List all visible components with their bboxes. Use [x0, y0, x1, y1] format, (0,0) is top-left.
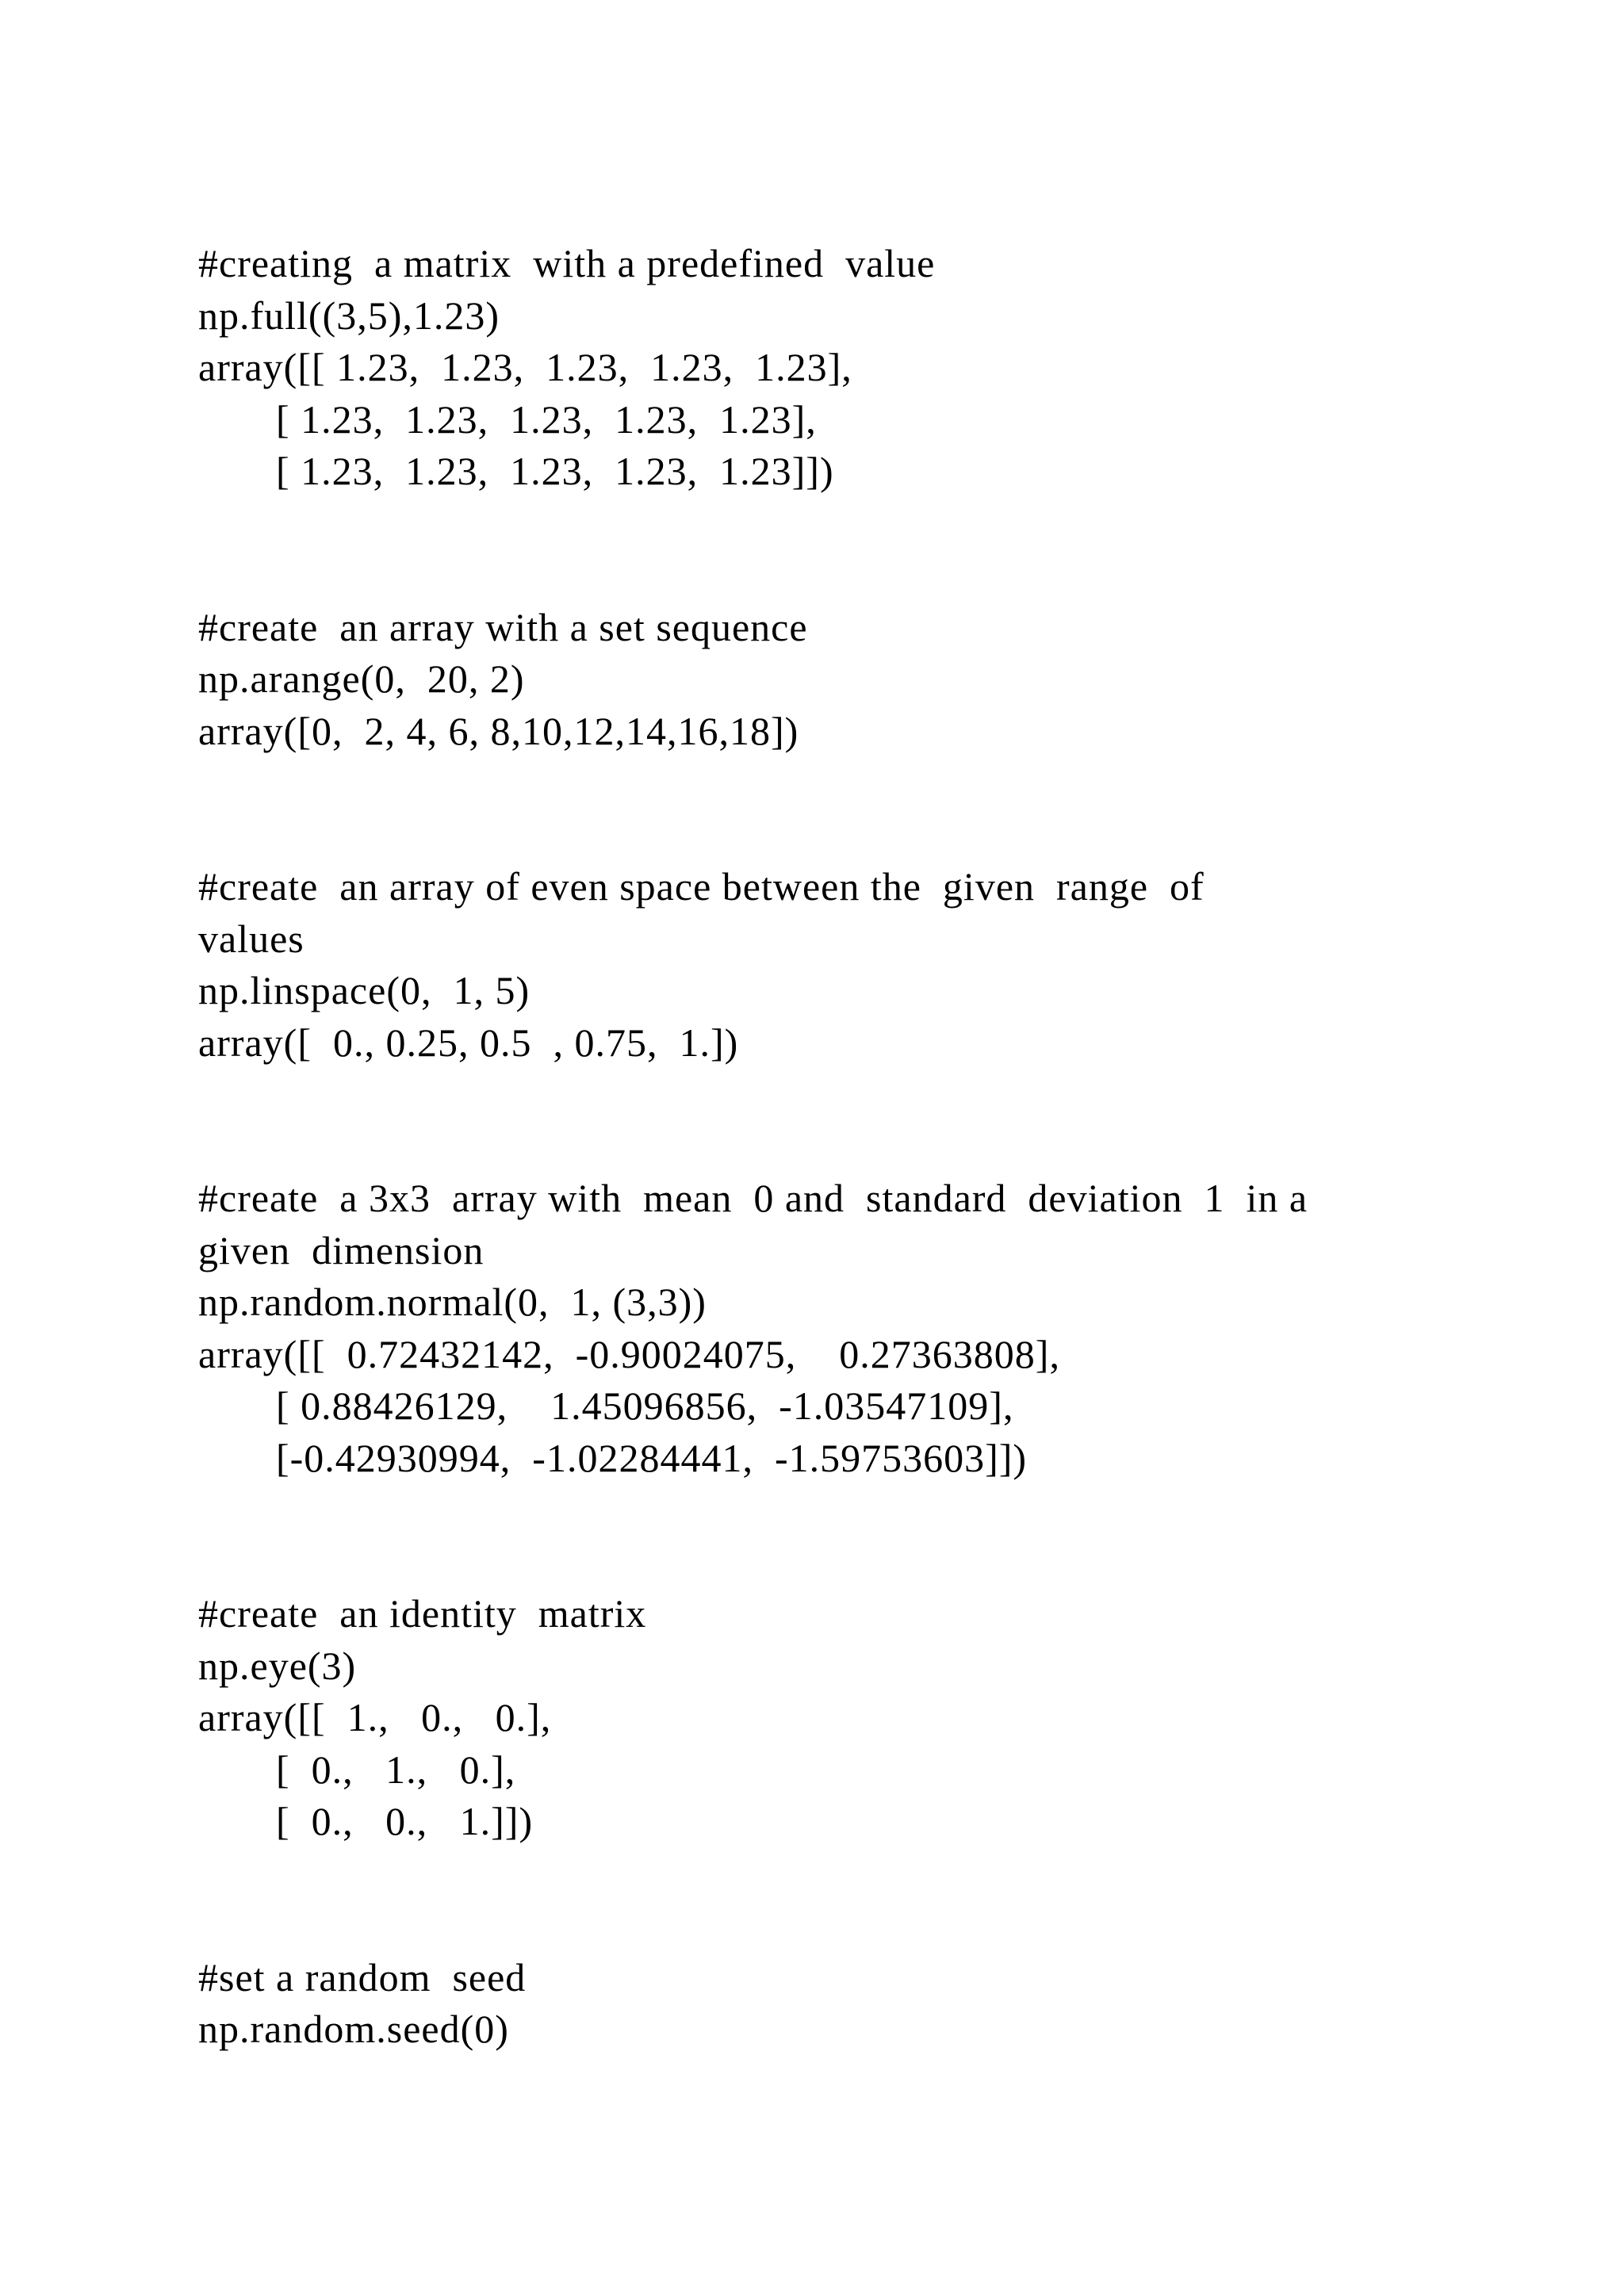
code-line: np.linspace(0, 1, 5)	[198, 968, 530, 1012]
comment-line: #create an array with a set sequence	[198, 604, 808, 649]
comment-line: #create an array of even space between the given range of	[198, 864, 1205, 909]
code-line: np.full((3,5),1.23)	[198, 293, 500, 338]
output-line: [ 0., 1., 0.],	[276, 1747, 516, 1792]
code-block-random-normal	[198, 1173, 1562, 1484]
comment-line: given dimension	[198, 1227, 485, 1272]
code-block-linspace	[198, 861, 1562, 1069]
code-block-seed	[198, 1952, 1562, 2056]
output-line: [-0.42930994, -1.02284441, -1.59753603]])	[276, 1435, 1028, 1480]
code-block-eye	[198, 1588, 1562, 1848]
code-listing	[198, 238, 1562, 2056]
output-line: array([[ 1., 0., 0.],	[198, 1695, 552, 1739]
code-line: np.random.normal(0, 1, (3,3))	[198, 1280, 707, 1324]
comment-line: #create an identity matrix	[198, 1591, 647, 1636]
output-line: [ 1.23, 1.23, 1.23, 1.23, 1.23]])	[276, 449, 834, 493]
code-block-arange	[198, 602, 1562, 758]
code-block-full	[198, 238, 1562, 498]
comment-line: values	[198, 916, 304, 961]
output-line: [ 1.23, 1.23, 1.23, 1.23, 1.23],	[276, 396, 817, 442]
comment-line: #set a random seed	[198, 1954, 527, 1999]
comment-line: #creating a matrix with a predefined value	[198, 241, 936, 285]
comment-line: #create a 3x3 array with mean 0 and standard deviation 1 in a	[198, 1176, 1308, 1220]
code-line: np.eye(3)	[198, 1643, 357, 1688]
code-line: np.arange(0, 20, 2)	[198, 656, 525, 701]
output-line: array([[ 0.72432142, -0.90024075, 0.27363808],	[198, 1331, 1060, 1376]
code-line: np.random.seed(0)	[198, 2007, 509, 2051]
output-line: array([[ 1.23, 1.23, 1.23, 1.23, 1.23],	[198, 345, 852, 389]
output-line: array([ 0., 0.25, 0.5 , 0.75, 1.])	[198, 1020, 739, 1065]
output-line: [ 0., 0., 1.]])	[276, 1799, 534, 1843]
output-line: [ 0.88426129, 1.45096856, -1.03547109],	[276, 1383, 1014, 1428]
output-line: array([0, 2, 4, 6, 8,10,12,14,16,18])	[198, 708, 799, 753]
